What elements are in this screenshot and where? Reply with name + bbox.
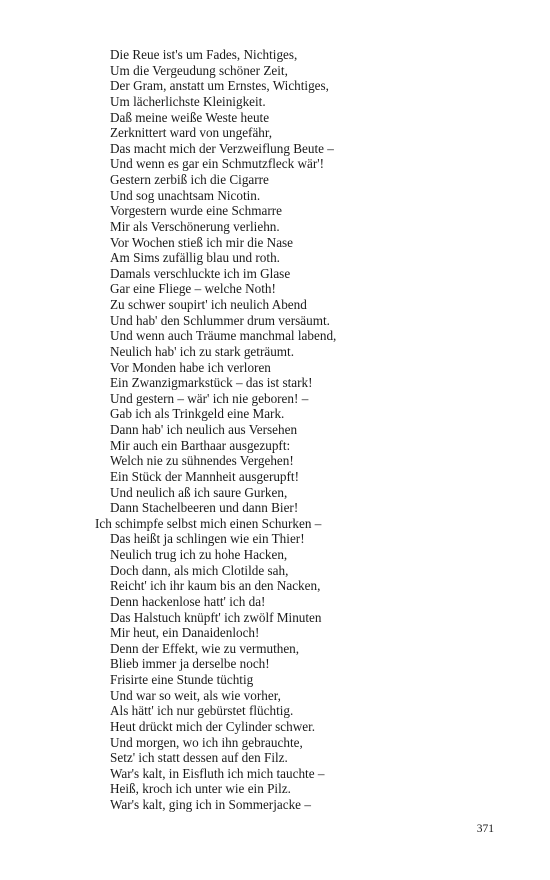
poem-line: Dann hab' ich neulich aus Versehen (110, 422, 298, 437)
poem-line: Um die Vergeudung schöner Zeit, (110, 62, 288, 78)
poem-line: Das macht mich der Verzweiflung Beute – (110, 140, 334, 156)
poem-line: Vorgestern wurde eine Schmarre (110, 203, 282, 219)
poem-line: Mir als Verschönerung verliehn. (110, 218, 280, 234)
poem-line: Mir auch ein Barthaar ausgezupft: (110, 437, 291, 453)
poem-line: Denn hackenlose hatt' ich da! (110, 593, 266, 609)
poem-line: Setz' ich statt dessen auf den Filz. (110, 750, 288, 766)
poem-line: Und hab' den Schlummer drum versäumt. (110, 312, 330, 328)
poem-line: Neulich trug ich zu hohe Hacken, (110, 547, 288, 562)
poem-line: Neulich hab' ich zu stark geträumt. (110, 343, 295, 359)
poem-line: Und morgen, wo ich ihn gebrauchte, (110, 734, 303, 750)
poem-line: Heut drückt mich der Cylinder schwer. (110, 718, 316, 734)
poem-line: Als hätt' ich nur gebürstet flüchtig. (110, 703, 294, 719)
poem-line: Mir heut, ein Danaidenloch! (110, 625, 260, 641)
poem-line: Heiß, kroch ich unter wie ein Pilz. (110, 781, 291, 797)
poem-line: War's kalt, in Eisfluth ich mich tauchte – (110, 765, 325, 781)
poem-line: Gar eine Fliege – welche Noth! (110, 281, 276, 297)
poem-line: Denn der Effekt, wie zu vermuthen, (110, 640, 300, 656)
poem-line: Frisirte eine Stunde tüchtig (110, 672, 254, 687)
poem-line: Doch dann, als mich Clotilde sah, (110, 562, 289, 578)
poem-line: Welch nie zu sühnendes Vergehen! (110, 453, 294, 469)
poem-line: Das Halstuch knüpft' ich zwölf Minuten (110, 609, 322, 625)
poem-line: Um lächerlichste Kleinigkeit. (110, 93, 266, 109)
poem-line: Vor Wochen stieß ich mir die Nase (110, 234, 294, 250)
poem-line: Und gestern – wär' ich nie geboren! – (110, 390, 309, 406)
poem-text (95, 47, 515, 813)
poem-line: Und wenn es gar ein Schmutzfleck wär'! (110, 156, 325, 172)
poem-line: Gestern zerbiß ich die Cigarre (110, 172, 269, 187)
poem-line: War's kalt, ging ich in Sommerjacke – (110, 797, 311, 812)
poem-line: Die Reue ist's um Fades, Nichtiges, (110, 47, 298, 62)
poem-line: Und war so weit, als wie vorher, (110, 687, 281, 703)
page-number: 371 (476, 823, 494, 835)
poem-line: Blieb immer ja derselbe noch! (110, 656, 270, 672)
poem-line: Und sog unachtsam Nicotin. (110, 187, 261, 203)
poem-line: Vor Monden habe ich verloren (110, 359, 271, 375)
poem-line: Ich schimpfe selbst mich einen Schurken – (95, 515, 322, 531)
poem-line: Reicht' ich ihr kaum bis an den Nacken, (110, 578, 321, 594)
poem-line: Ein Stück der Mannheit ausgerupft! (110, 468, 299, 484)
poem-line: Zerknittert ward von ungefähr, (110, 125, 273, 141)
poem-line: Damals verschluckte ich im Glase (110, 265, 291, 281)
poem-line: Zu schwer soupirt' ich neulich Abend (110, 297, 307, 312)
poem-line: Und neulich aß ich saure Gurken, (110, 484, 288, 500)
poem-line: Daß meine weiße Weste heute (110, 109, 270, 125)
poem-line: Gab ich als Trinkgeld eine Mark. (110, 406, 285, 422)
poem-line: Ein Zwanzigmarkstück – das ist stark! (110, 375, 313, 391)
poem-line: Dann Stachelbeeren und dann Bier! (110, 500, 299, 516)
poem-line: Das heißt ja schlingen wie ein Thier! (110, 531, 305, 547)
poem-line: Der Gram, anstatt um Ernstes, Wichtiges, (110, 78, 329, 94)
poem-line: Und wenn auch Träume manchmal labend, (110, 328, 337, 344)
poem-line: Am Sims zufällig blau und roth. (110, 250, 280, 266)
